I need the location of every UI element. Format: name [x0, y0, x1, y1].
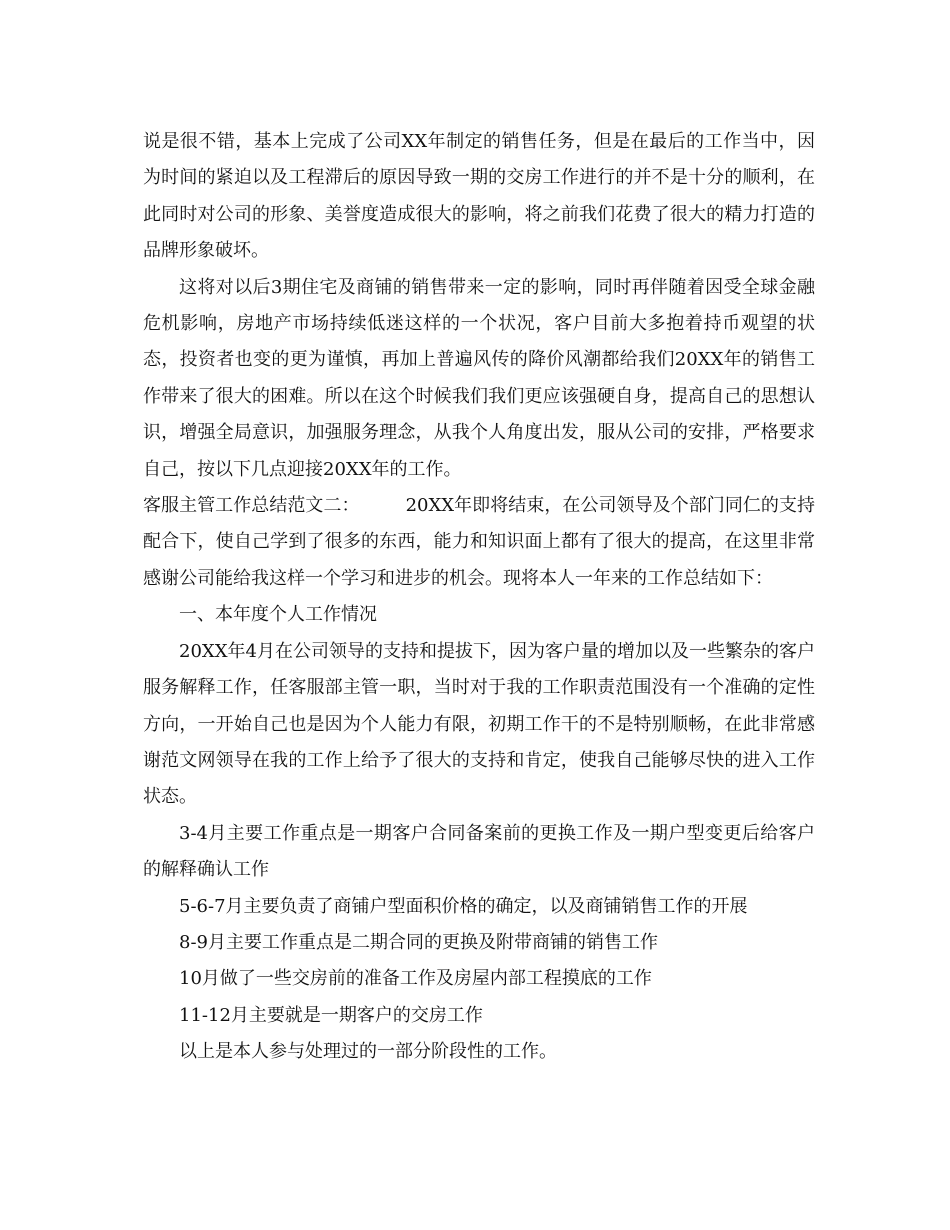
paragraph-sales-summary: 说是很不错，基本上完成了公司XX年制定的销售任务，但是在最后的工作当中，因为时间的紧迫以及工程滞后的原因导致一期的交房工作进行的并不是十分的顺利，在此同时对公司的形象、美誉度造成很大的影响，将之前我们花费了很大的精力打造的品牌形象破坏。: [143, 131, 815, 262]
paragraph-article-two-intro: [143, 488, 815, 597]
article-two-intro-text: 20XX年即将结束，在公司领导及个部门同仁的支持配合下，使自己学到了很多的东西，能力和知识面上都有了很大的提高，在这里非常感谢公司能给我这样一个学习和进步的机会。现将本人一年来的工作总结如下：: [143, 495, 816, 589]
work-item-august-september: 8-9月主要工作重点是二期合同的更换及附带商铺的销售工作: [179, 931, 658, 953]
work-item-october: 10月做了一些交房前的准备工作及房屋内部工程摸底的工作: [179, 968, 652, 990]
article-two-heading: 客服主管工作总结范文二：: [143, 495, 360, 517]
paragraph-appointment: 20XX年4月在公司领导的支持和提拔下，因为客户量的增加以及一些繁杂的客户服务解释工作，任客服部主管一职，当时对于我的工作职责范围没有一个准确的定性方向，一开始自己也是因为个人能力有限，初期工作干的不是特别顺畅，在此非常感谢范文网领导在我的工作上给予了很大的支持和肯定，使我自己能够尽快的进入工作状态。: [143, 640, 815, 808]
section-heading-personal-work: 一、本年度个人工作情况: [179, 604, 377, 626]
paragraph-market-impact: 这将对以后3期住宅及商铺的销售带来一定的影响，同时再伴随着因受全球金融危机影响，房地产市场持续低迷这样的一个状况，客户目前大多抱着持币观望的状态，投资者也变的更为谨慎，再加上普遍风传的降价风潮都给我们20XX年的销售工作带来了很大的困难。所以在这个时候我们我们更应该强硬自身，提高自己的思想认识，增强全局意识，加强服务理念，从我个人角度出发，服从公司的安排，严格要求自己，按以下几点迎接20XX年的工作。: [143, 276, 815, 480]
work-item-may-july: 5-6-7月主要负责了商铺户型面积价格的确定，以及商铺销售工作的开展: [179, 895, 748, 917]
work-item-march-april: 3-4月主要工作重点是一期客户合同备案前的更换工作及一期户型变更后给客户的解释确认工作: [143, 822, 815, 881]
paragraph-closing: 以上是本人参与处理过的一部分阶段性的工作。: [179, 1041, 557, 1063]
document-body: [143, 124, 815, 1071]
work-item-november-december: 11-12月主要就是一期客户的交房工作: [179, 1004, 483, 1026]
